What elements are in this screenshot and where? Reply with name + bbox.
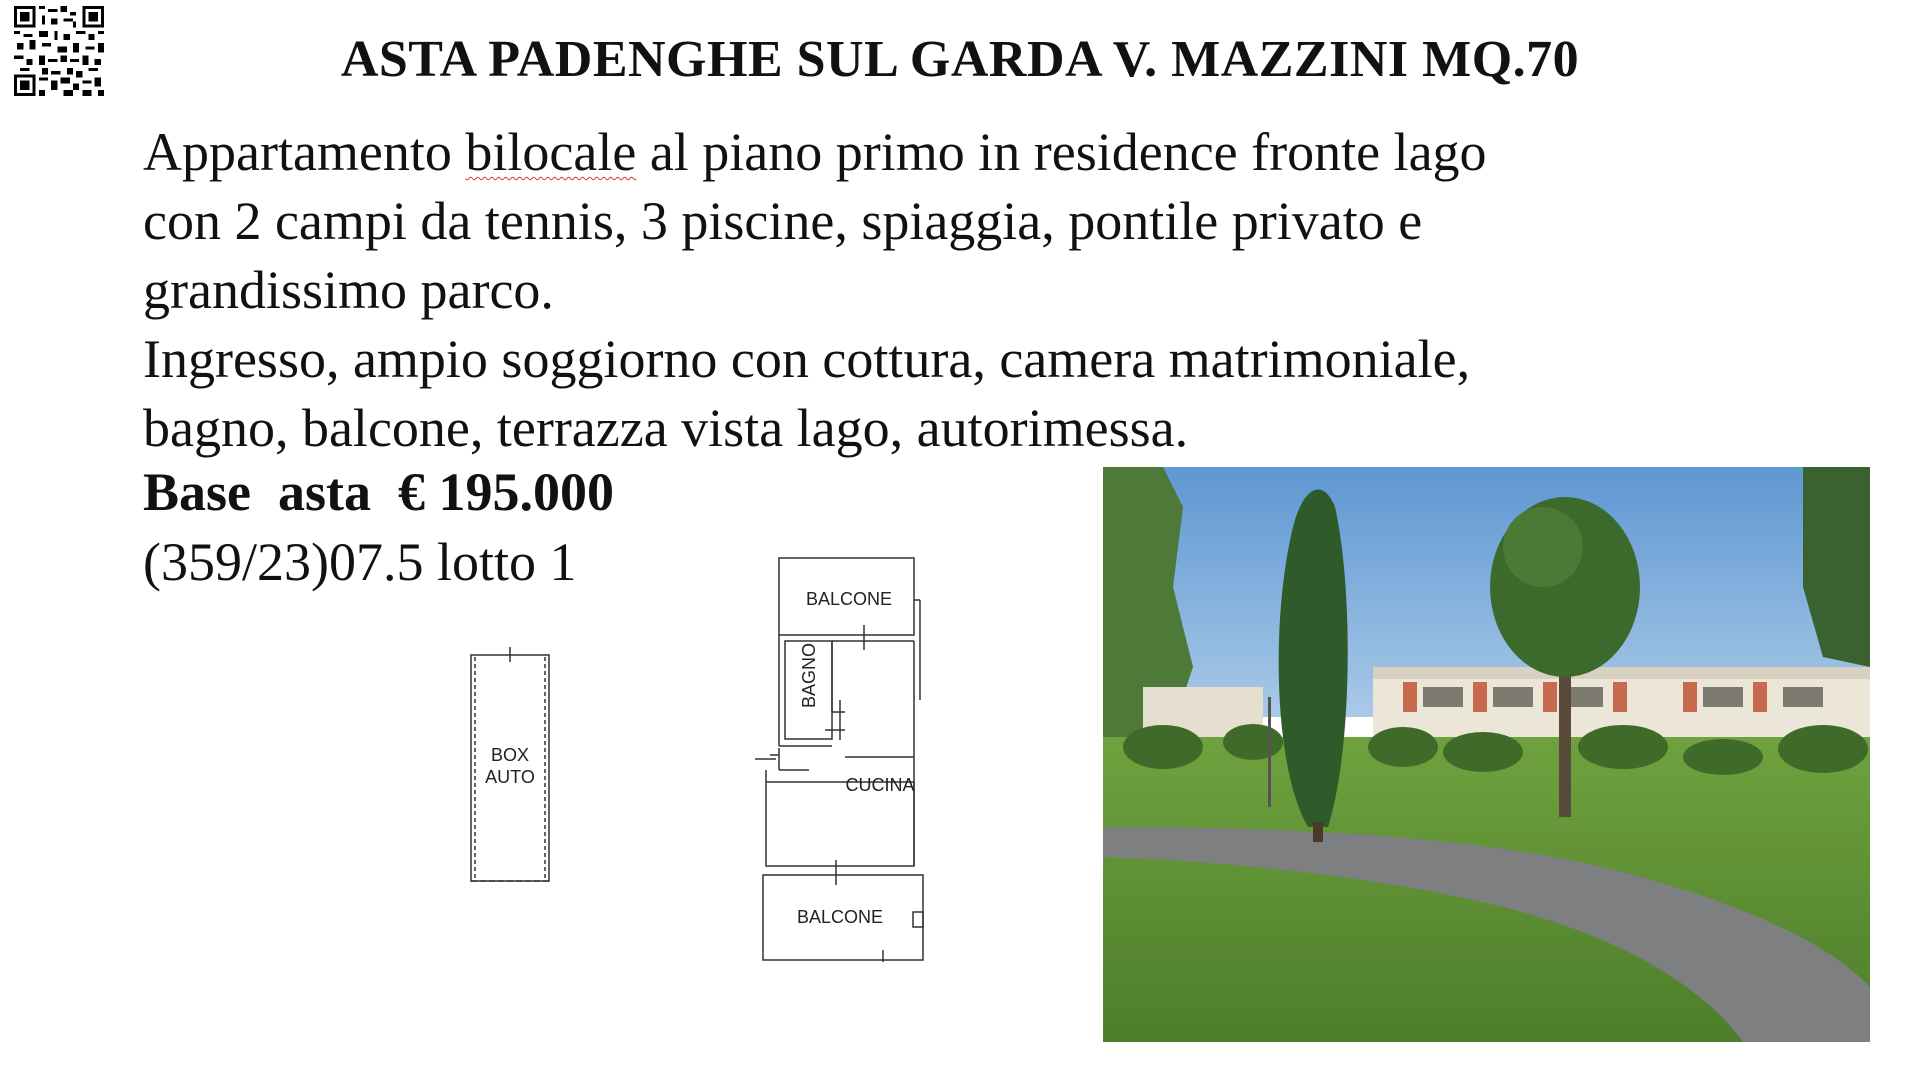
residence-photo — [1103, 467, 1870, 1042]
description-line-3: grandissimo parco. — [143, 260, 554, 320]
floorplan-label-bathroom: BAGNO — [799, 642, 819, 708]
description-line-1: Appartamento bilocale al piano primo in residence fronte lago — [143, 122, 1487, 182]
page-title: ASTA PADENGHE SUL GARDA V. MAZZINI MQ.70 — [340, 31, 1580, 88]
floorplan-label-auto: AUTO — [485, 767, 535, 787]
floorplan-label-balcony-top: BALCONE — [805, 589, 893, 609]
spellcheck-word: bilocale — [465, 122, 637, 182]
reference-code: (359/23)07.5 lotto 1 — [143, 532, 577, 592]
floorplan-label-box: BOX — [490, 745, 530, 765]
description-line-4: Ingresso, ampio soggiorno con cottura, camera matrimoniale, — [143, 329, 1471, 389]
floorplan-label-balcony-bottom: BALCONE — [796, 907, 884, 927]
property-description — [143, 118, 1683, 463]
floor-plan — [440, 540, 960, 980]
base-price: Base asta € 195.000 — [143, 462, 614, 522]
floorplan-label-kitchen: CUCINA — [845, 775, 915, 795]
description-line-5: bagno, balcone, terrazza vista lago, autorimessa. — [143, 398, 1189, 458]
description-line-2: con 2 campi da tennis, 3 piscine, spiaggia, pontile privato e — [143, 191, 1423, 251]
